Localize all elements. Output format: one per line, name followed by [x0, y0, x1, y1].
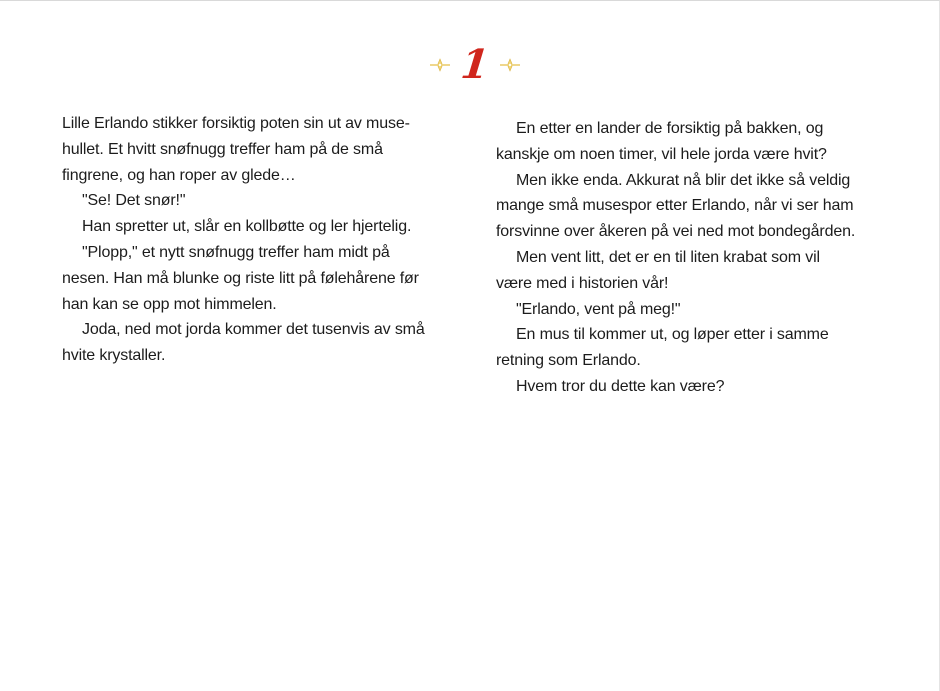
text-line: være med i historien vår! — [496, 274, 669, 292]
text-line: "Plopp," et nytt snøfnugg treffer ham midt på — [82, 243, 390, 261]
text-line: han kan se opp mot himmelen. — [62, 295, 277, 313]
text-line: retning som Erlando. — [496, 352, 641, 370]
text-line: mange små musespor etter Erlando, når vi ser ham — [496, 197, 854, 215]
text-line: Lille Erlando stikker forsiktig poten sin ut av muse- — [62, 115, 410, 132]
text-line: Joda, ned mot jorda kommer det tusenvis av små — [82, 321, 425, 339]
text-line: Men vent litt, det er en til liten krabat som vil — [516, 248, 820, 266]
text-line: En etter en lander de forsiktig på bakken, og — [516, 120, 824, 137]
text-line: "Erlando, vent på meg!" — [516, 300, 681, 318]
flourish-icon — [429, 58, 451, 72]
flourish-icon — [499, 58, 521, 72]
text-line: En mus til kommer ut, og løper etter i samme — [516, 326, 829, 344]
text-line: nesen. Han må blunke og riste litt på følehårene før — [62, 269, 419, 287]
text-line: "Se! Det snør!" — [82, 192, 186, 210]
text-line: Han spretter ut, slår en kollbøtte og ler hjertelig. — [82, 218, 412, 236]
chapter-number: 1 — [458, 41, 492, 88]
chapter-heading — [420, 43, 530, 87]
text-line: kanskje om noen timer, vil hele jorda være hvit? — [496, 145, 827, 163]
text-line: Men ikke enda. Akkurat nå blir det ikke så veldig — [516, 171, 851, 189]
text-line: hvite krystaller. — [62, 347, 166, 365]
text-line: hullet. Et hvitt snøfnugg treffer ham på de små — [62, 140, 383, 158]
text-line: fingrene, og han roper av glede… — [62, 166, 296, 184]
right-text-column — [496, 116, 896, 400]
text-line: Hvem tror du dette kan være? — [516, 377, 725, 395]
text-line: forsvinne over åkeren på vei ned mot bondegården. — [496, 223, 856, 241]
left-text-column — [62, 111, 462, 369]
